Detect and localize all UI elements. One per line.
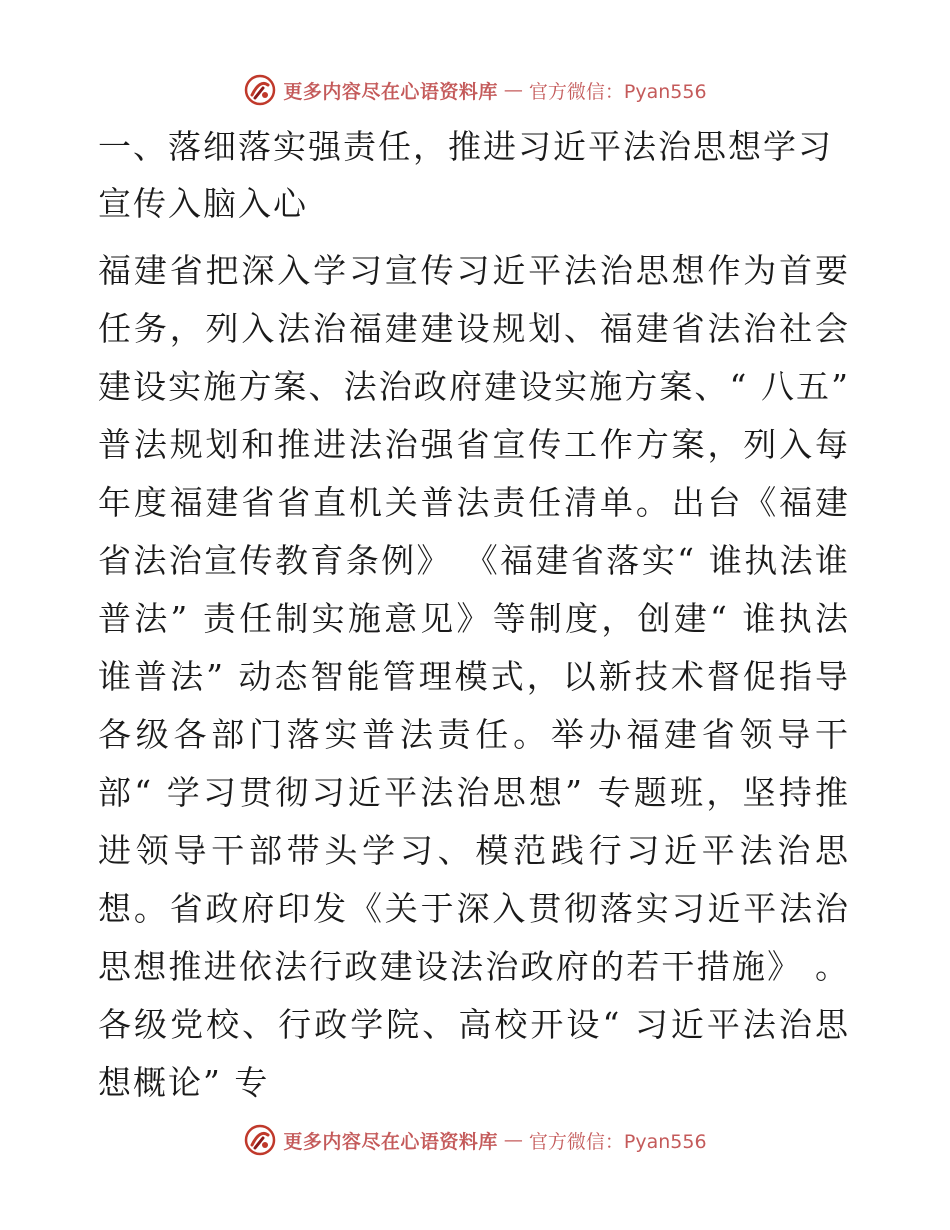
watermark-brand-text: 更多内容尽在心语资料库 — [283, 1130, 498, 1153]
brand-logo-icon — [243, 73, 277, 107]
body-paragraph: 福建省把深入学习宣传习近平法治思想作为首要任务，列入法治福建建设规划、福建省法治社会建设实施方案、法治政府建设实施方案、“ 八五” 普法规划和推进法治强省宣传工作方案，列入每年度福建省省直机关普法责任清单。出台《福建省法治宣传教育条例》 《福建省落实“ 谁执法谁普法” 责任制实施意见》等制度，创建“ 谁执法谁普法” 动态智能管理模式，以新技术督促指导各级各部门落实普法责任。举办福建省领导干部“ 学习贯彻习近平法治思想” 专题班，坚持推进领导干部带头学习、模范践行习近平法治思想。省政府印发《关于深入贯彻落实习近平法治思想推进依法行政建设法治政府的若干措施》 。各级党校、行政学院、高校开设“ 习近平法治思想概论” 专 — [98, 251, 850, 1102]
document-content — [98, 118, 850, 1112]
footer-watermark — [0, 1120, 950, 1160]
watermark-brand-text: 更多内容尽在心语资料库 — [283, 80, 498, 103]
watermark-separator: — — [503, 1129, 523, 1151]
watermark-contact-text: 官方微信：Pyan556 — [528, 1130, 707, 1153]
header-watermark — [0, 70, 950, 110]
watermark-contact-text: 官方微信：Pyan556 — [528, 80, 707, 103]
brand-logo-icon — [243, 1123, 277, 1157]
watermark-separator: — — [503, 79, 523, 101]
section-heading: 一、落细落实强责任，推进习近平法治思想学习宣传入脑入心 — [98, 127, 833, 223]
